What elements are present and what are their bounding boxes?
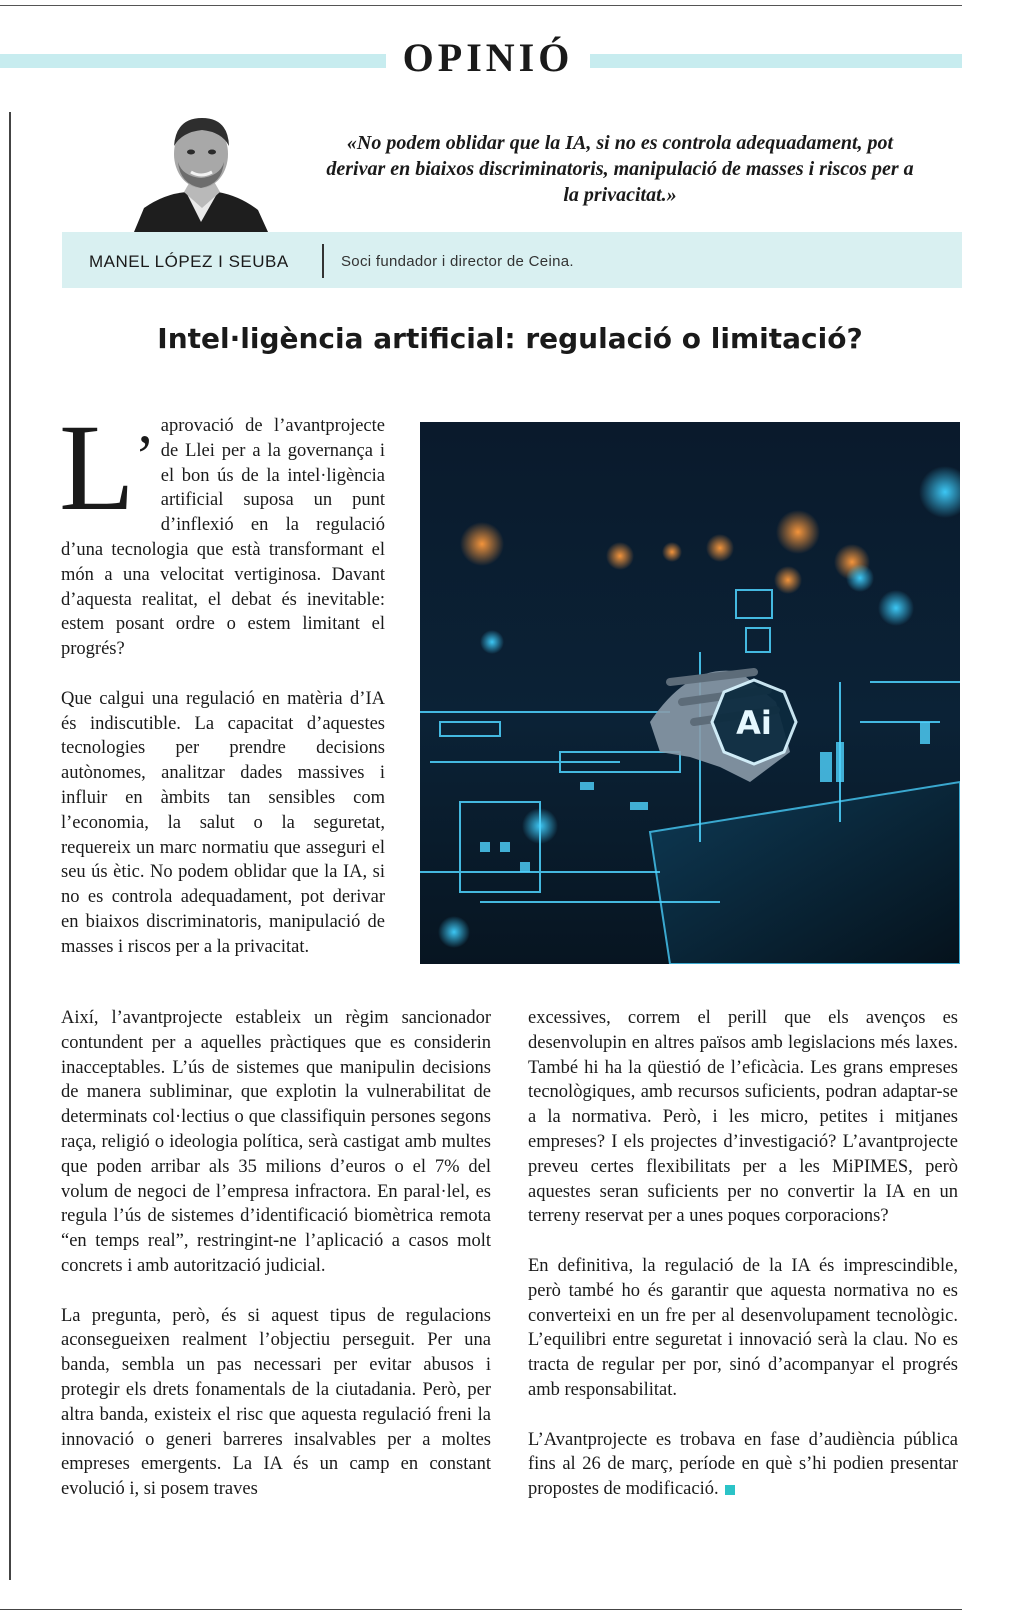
section-band-left bbox=[0, 54, 386, 68]
section-title: OPINIÓ bbox=[402, 35, 574, 80]
article-right-column bbox=[528, 1006, 958, 1502]
left-rule bbox=[9, 112, 11, 1580]
bottom-rule bbox=[0, 1609, 962, 1610]
article-paragraph: Així, l’avantprojecte estableix un règim sancionador contundent per a aquelles pràctiques que es considerin inacceptables. L’ús de sistemes que manipulin decisions de manera subliminar, que explotin la vulnerabilitat de determinats col·lectius o que classifiquin persones segons raça, religió o ideologia política, serà castigat amb multes que poden arribar als 35 milions d’euros o el 7% del volum de negoci de l’empresa infractora. En paral·lel, es regula l’ús de sistemes d’identificació biomètrica remota “en temps real”, restringint-ne l’aplicació a casos molt concrets i amb autorització judicial. bbox=[61, 1008, 491, 1276]
article-headline: Intel·ligència artificial: regulació o limitació? bbox=[157, 322, 863, 355]
article-paragraph: En definitiva, la regulació de la IA és imprescindible, però també ho és garantir que aquesta normativa no es converteixi en un fre per al desenvolupament tecnològic. L’equilibri entre seguretat i innovació serà la clau. No es tracta de regular per por, sinó d’acompanyar el progrés amb responsabilitat. bbox=[528, 1255, 958, 1400]
article-paragraph: La pregunta, però, és si aquest tipus de regulacions aconsegueixen realment l’objectiu perseguit. Per una banda, sembla un pas necessari per evitar abusos i protegir els drets fonamentals de la ciutadania. Però, per altra banda, existeix el risc que aquesta regulació freni la innovació o generi barreres insalvables per a moltes empreses emergents. La IA és un camp en constant evolució i, si posem traves bbox=[61, 1305, 491, 1500]
lead-paragraph: L’ aprovació de l’avantprojecte de Llei per a la governança i el bon ús de la intel·ligència artificial suposa un punt d’inflexió en la regulació d’una tecnologia que està transformant el món a una velocitat vertiginosa. Davant d’aquesta realitat, el debat és inevitable: estem posant ordre o estem limitant el progrés? bbox=[59, 399, 385, 660]
article-lead-column bbox=[59, 399, 385, 960]
article-paragraph: Que calgui una regulació en matèria d’IA és indiscutible. La capacitat d’aquestes tecnologies per prendre decisions autònomes, analitzar dades massives i influir en àmbits tan sensibles com l’economia, la salut o la seguretat, requereix un marc normatiu que asseguri el seu ús ètic. No podem oblidar que la IA, si no es controla adequadament, pot derivar en biaixos discriminatoris, manipulació de masses i riscos per a la privacitat. bbox=[61, 688, 385, 957]
end-of-article-mark bbox=[725, 1485, 735, 1495]
pull-quote: «No podem oblidar que la IA, si no es controla adequadament, pot derivar en biaixos discriminatoris, manipulació de masses i riscos per a la privacitat.» bbox=[326, 132, 914, 206]
article-paragraph: excessives, correm el perill que els avenços es desenvolupin en altres països amb legislacions més laxes. També hi ha la qüestió de l’eficàcia. Les grans empreses tecnològiques, amb recursos suficients, podran adaptar-se a la normativa. Però, i les micro, petites i mitjanes empreses? I els projectes d’investigació? L’avantprojecte preveu certes flexibilitats per a les MiPIMES, però aquestes seran suficients per no convertir la IA en un terreny reservat per a unes poques corporacions? bbox=[528, 1008, 958, 1227]
ai-illustration-image bbox=[420, 422, 960, 964]
section-band-right bbox=[590, 54, 962, 68]
top-rule bbox=[0, 5, 962, 6]
byline-divider bbox=[322, 244, 324, 278]
closing-paragraph: L’Avantprojecte es trobava en fase d’audiència pública fins al 26 de març, període en què s’hi podien presentar propostes de modificació. bbox=[528, 1429, 958, 1500]
ai-hexagon-label: Ai bbox=[736, 704, 772, 742]
author-role: Soci fundador i director de Ceina. bbox=[341, 253, 574, 270]
author-portrait-icon bbox=[134, 112, 268, 232]
article-left-column bbox=[61, 1006, 491, 1502]
author-name: MANEL LÓPEZ I SEUBA bbox=[89, 252, 289, 271]
drop-cap: L’ bbox=[59, 399, 155, 536]
